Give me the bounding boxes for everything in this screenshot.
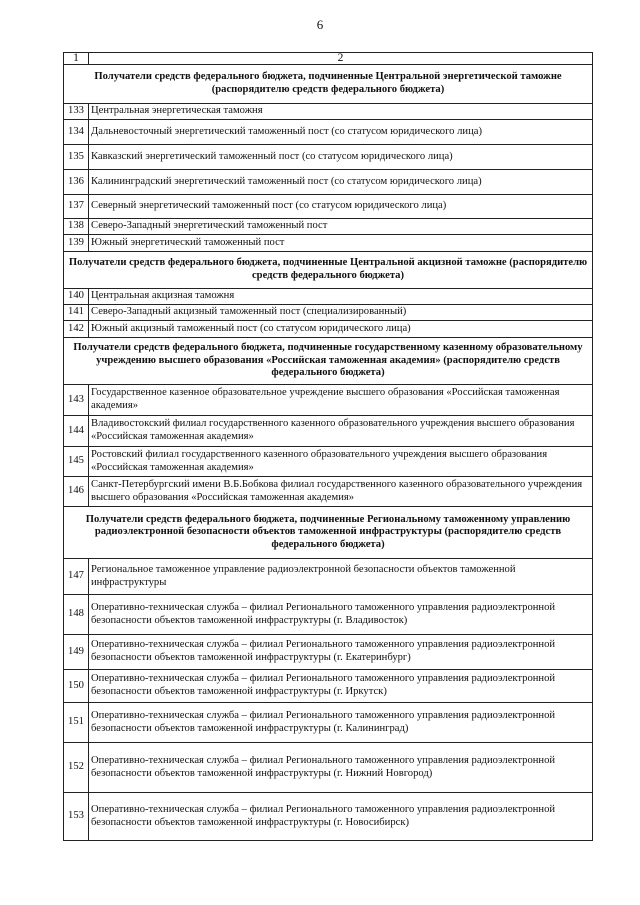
row-text: Калининградский энергетический таможенный пост (со статусом юридического лица) [89,170,593,195]
table-row [64,703,593,743]
row-text: Дальневосточный энергетический таможенный пост (со статусом юридического лица) [89,120,593,145]
row-number: 148 [64,595,89,635]
row-number: 143 [64,385,89,416]
row-number: 135 [64,145,89,170]
row-text: Санкт-Петербургский имени В.Б.Бобкова филиал государственного казенного образовательного учреждения высшего образования «Российская таможенная академия» [89,477,593,507]
row-number: 153 [64,793,89,841]
row-text: Оперативно-техническая служба – филиал Регионального таможенного управления радиоэлектронной безопасности объектов таможенной инфраструктуры (г. Новосибирск) [89,793,593,841]
row-number: 134 [64,120,89,145]
row-text: Ростовский филиал государственного казенного образовательного учреждения высшего образования «Российская таможенная академия» [89,447,593,477]
table-row [64,104,593,120]
table-row [64,793,593,841]
row-text: Северный энергетический таможенный пост (со статусом юридического лица) [89,195,593,219]
row-text: Северо-Западный энергетический таможенный пост [89,219,593,235]
table-row [64,235,593,252]
row-text: Оперативно-техническая служба – филиал Регионального таможенного управления радиоэлектронной безопасности объектов таможенной инфраструктуры (г. Калининград) [89,703,593,743]
row-number: 141 [64,305,89,321]
row-number: 140 [64,289,89,305]
section-title: Получатели средств федерального бюджета, подчиненные Центральной акцизной таможне (распорядителю средств федерального бюджета) [64,252,593,289]
row-text: Владивостокский филиал государственного казенного образовательного учреждения высшего образования «Российская таможенная академия» [89,416,593,447]
table-row [64,305,593,321]
table-row [64,635,593,670]
row-number: 137 [64,195,89,219]
row-number: 150 [64,670,89,703]
recipients-table [63,52,593,841]
page-number: 6 [316,17,324,32]
table-row [64,321,593,338]
row-number: 152 [64,743,89,793]
row-text: Кавказский энергетический таможенный пост (со статусом юридического лица) [89,145,593,170]
row-text: Центральная акцизная таможня [89,289,593,305]
row-number: 142 [64,321,89,338]
row-number: 133 [64,104,89,120]
row-number: 145 [64,447,89,477]
table-row [64,447,593,477]
table-row [64,559,593,595]
table-row [64,170,593,195]
row-text: Оперативно-техническая служба – филиал Регионального таможенного управления радиоэлектронной безопасности объектов таможенной инфраструктуры (г. Екатеринбург) [89,635,593,670]
table-row [64,195,593,219]
table-row [64,385,593,416]
table-row [64,219,593,235]
row-text: Региональное таможенное управление радиоэлектронной безопасности объектов таможенной инфраструктуры [89,559,593,595]
table-row [64,120,593,145]
row-text: Северо-Западный акцизный таможенный пост (специализированный) [89,305,593,321]
row-text: Оперативно-техническая служба – филиал Регионального таможенного управления радиоэлектронной безопасности объектов таможенной инфраструктуры (г. Иркутск) [89,670,593,703]
table-row [64,743,593,793]
row-number: 139 [64,235,89,252]
row-text: Южный энергетический таможенный пост [89,235,593,252]
section-header-row [64,252,593,289]
section-header-row [64,338,593,385]
table-row [64,477,593,507]
row-text: Оперативно-техническая служба – филиал Регионального таможенного управления радиоэлектронной безопасности объектов таможенной инфраструктуры (г. Нижний Новгород) [89,743,593,793]
section-title: Получатели средств федерального бюджета, подчиненные государственному казенному образовательному учреждению высшего образования «Российская таможенная академия» (распорядителю средств федерального бюджета) [64,338,593,385]
table-row [64,416,593,447]
section-title: Получатели средств федерального бюджета, подчиненные Региональному таможенному управлению радиоэлектронной безопасности объектов таможенной инфраструктуры (распорядителю средств федерального бюджета) [64,507,593,559]
row-number: 147 [64,559,89,595]
row-text: Центральная энергетическая таможня [89,104,593,120]
table-row [64,670,593,703]
column-header-row [64,53,593,65]
row-number: 138 [64,219,89,235]
section-title: Получатели средств федерального бюджета, подчиненные Центральной энергетической таможне (распорядителю средств федерального бюджета) [64,65,593,104]
row-text: Оперативно-техническая служба – филиал Регионального таможенного управления радиоэлектронной безопасности объектов таможенной инфраструктуры (г. Владивосток) [89,595,593,635]
table-row [64,595,593,635]
column-header-1: 1 [64,53,89,65]
column-header-2: 2 [89,53,593,65]
row-number: 144 [64,416,89,447]
row-text: Государственное казенное образовательное учреждение высшего образования «Российская таможенная академия» [89,385,593,416]
row-number: 146 [64,477,89,507]
row-text: Южный акцизный таможенный пост (со статусом юридического лица) [89,321,593,338]
row-number: 149 [64,635,89,670]
table-row [64,289,593,305]
section-header-row [64,507,593,559]
row-number: 151 [64,703,89,743]
row-number: 136 [64,170,89,195]
table-row [64,145,593,170]
section-header-row [64,65,593,104]
